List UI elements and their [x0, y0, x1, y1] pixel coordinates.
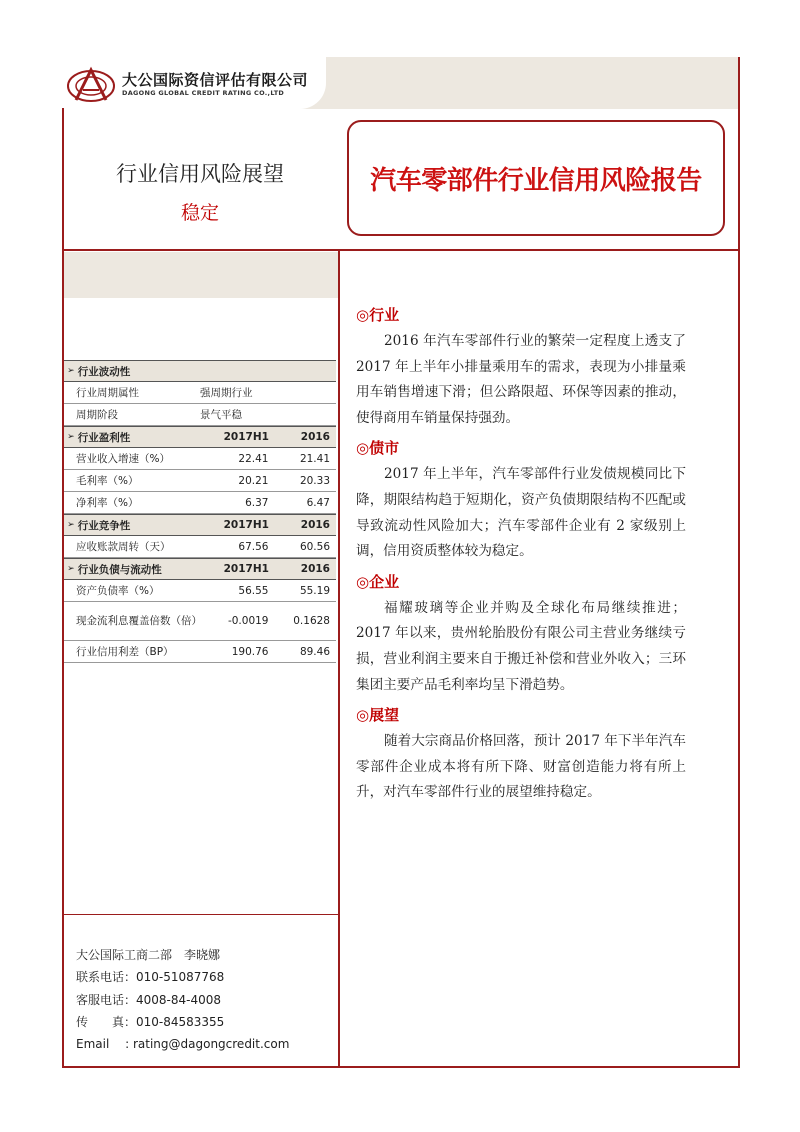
row-label: 应收账款周转（天）	[76, 541, 171, 553]
table-section-header	[64, 514, 336, 536]
company-name-cn: 大公国际资信评估有限公司	[122, 71, 309, 89]
left-gray-block	[64, 252, 338, 298]
section-title: 行业盈利性	[77, 431, 131, 444]
row-value: 景气平稳	[200, 409, 242, 421]
section-heading: ◎债市	[356, 439, 400, 458]
section-title: 行业波动性	[77, 365, 131, 378]
section-paragraph: 福耀玻璃等企业并购及全球化布局继续推进；2017 年以来，贵州轮胎股份有限公司主营业务继续亏损，营业利润主要来自于搬迁补偿和营业外收入；三环集团主要产品毛利率均呈下滑趋势。	[356, 599, 686, 693]
frame-bottom-line	[62, 1066, 740, 1068]
section-paragraph: 2017 年上半年，汽车零部件行业发债规模同比下降，期限结构趋于短期化，资产负债期限结构不匹配或导致流动性风险加大；汽车零部件企业有 2 家级别上调，信用资质整体较为稳定。	[356, 466, 686, 560]
frame-right-line	[738, 57, 740, 1068]
section-title: 行业负债与流动性	[77, 563, 162, 576]
contact-email[interactable]: Email : rating@dagongcredit.com	[76, 1037, 290, 1052]
row-value: 6.37	[245, 496, 269, 509]
col-header: 2017H1	[223, 519, 269, 531]
row-label: 行业信用利差（BP）	[76, 646, 174, 658]
table-row	[64, 492, 336, 514]
row-value: 22.41	[238, 452, 269, 465]
table-row	[64, 470, 336, 492]
row-value: 67.56	[238, 540, 269, 553]
table-row	[64, 448, 336, 470]
table-row	[64, 641, 336, 663]
section-paragraph: 2016 年汽车零部件行业的繁荣一定程度上透支了 2017 年上半年小排量乘用车的需求，表现为小排量乘用车销售增速下滑；但公路限超、环保等因素的推动，使得商用车销量保持强劲。	[356, 333, 686, 426]
table-section-header	[64, 360, 336, 382]
table-row	[64, 404, 336, 426]
outlook-title: 行业信用风险展望	[116, 162, 284, 186]
row-label: 行业周期属性	[76, 387, 139, 399]
row-label: 周期阶段	[76, 409, 118, 421]
outlook-value: 稳定	[180, 202, 219, 224]
section-title: 行业竞争性	[77, 519, 131, 532]
row-value: 20.33	[299, 474, 330, 487]
row-value: 20.21	[238, 474, 269, 487]
dagong-logo-icon	[66, 66, 116, 104]
table-section-header	[64, 426, 336, 448]
arrow-icon: ➢	[67, 432, 75, 442]
col-header: 2016	[300, 431, 330, 443]
contact-phone: 联系电话：010-51087768	[76, 970, 225, 985]
report-summary	[356, 302, 686, 812]
arrow-icon: ➢	[67, 564, 75, 574]
row-value: 89.46	[299, 645, 330, 658]
col-header: 2016	[300, 519, 330, 531]
col-header: 2016	[300, 563, 330, 575]
row-value: 21.41	[299, 452, 330, 465]
contact-dept: 大公国际工商二部 李晓娜	[76, 948, 221, 962]
company-name-en: DAGONG GLOBAL CREDIT RATING CO.,LTD	[122, 89, 285, 97]
row-value: 6.47	[306, 496, 330, 509]
row-value: -0.0019	[227, 615, 269, 627]
arrow-icon: ➢	[67, 366, 75, 376]
arrow-icon: ➢	[67, 520, 75, 530]
header-band	[296, 57, 740, 109]
section-heading: ◎行业	[356, 306, 400, 324]
row-label: 毛利率（%）	[76, 475, 139, 487]
contact-service: 客服电话：4008-84-4008	[76, 992, 222, 1007]
contact-info	[76, 944, 289, 1055]
frame-header-divider	[62, 249, 740, 251]
row-value: 190.76	[231, 645, 269, 658]
table-row	[64, 382, 336, 404]
table-row	[64, 536, 336, 558]
row-value: 0.1628	[293, 615, 330, 627]
row-label: 营业收入增速（%）	[76, 453, 170, 465]
col-header: 2017H1	[223, 563, 269, 575]
row-label: 净利率（%）	[76, 497, 139, 509]
row-value: 60.56	[299, 540, 330, 553]
col-header: 2017H1	[223, 431, 269, 443]
contact-divider	[62, 914, 338, 915]
report-title: 汽车零部件行业信用风险报告	[370, 166, 702, 196]
row-value: 55.19	[299, 584, 330, 597]
section-paragraph: 随着大宗商品价格回落，预计 2017 年下半年汽车零部件企业成本将有所下降、财富创造能力将有所上升，对汽车零部件行业的展望维持稳定。	[356, 733, 686, 801]
table-row	[64, 602, 336, 641]
table-row	[64, 580, 336, 602]
row-label: 现金流利息覆盖倍数（倍）	[76, 614, 202, 627]
row-value: 强周期行业	[200, 387, 253, 399]
indicator-table	[64, 360, 336, 663]
contact-fax: 传 真：010-84583355	[76, 1014, 225, 1029]
table-section-header	[64, 558, 336, 580]
row-value: 56.55	[238, 584, 269, 597]
frame-middle-line	[338, 250, 340, 1068]
section-heading: ◎企业	[356, 572, 400, 591]
section-heading: ◎展望	[356, 706, 400, 725]
row-label: 资产负债率（%）	[76, 585, 160, 597]
